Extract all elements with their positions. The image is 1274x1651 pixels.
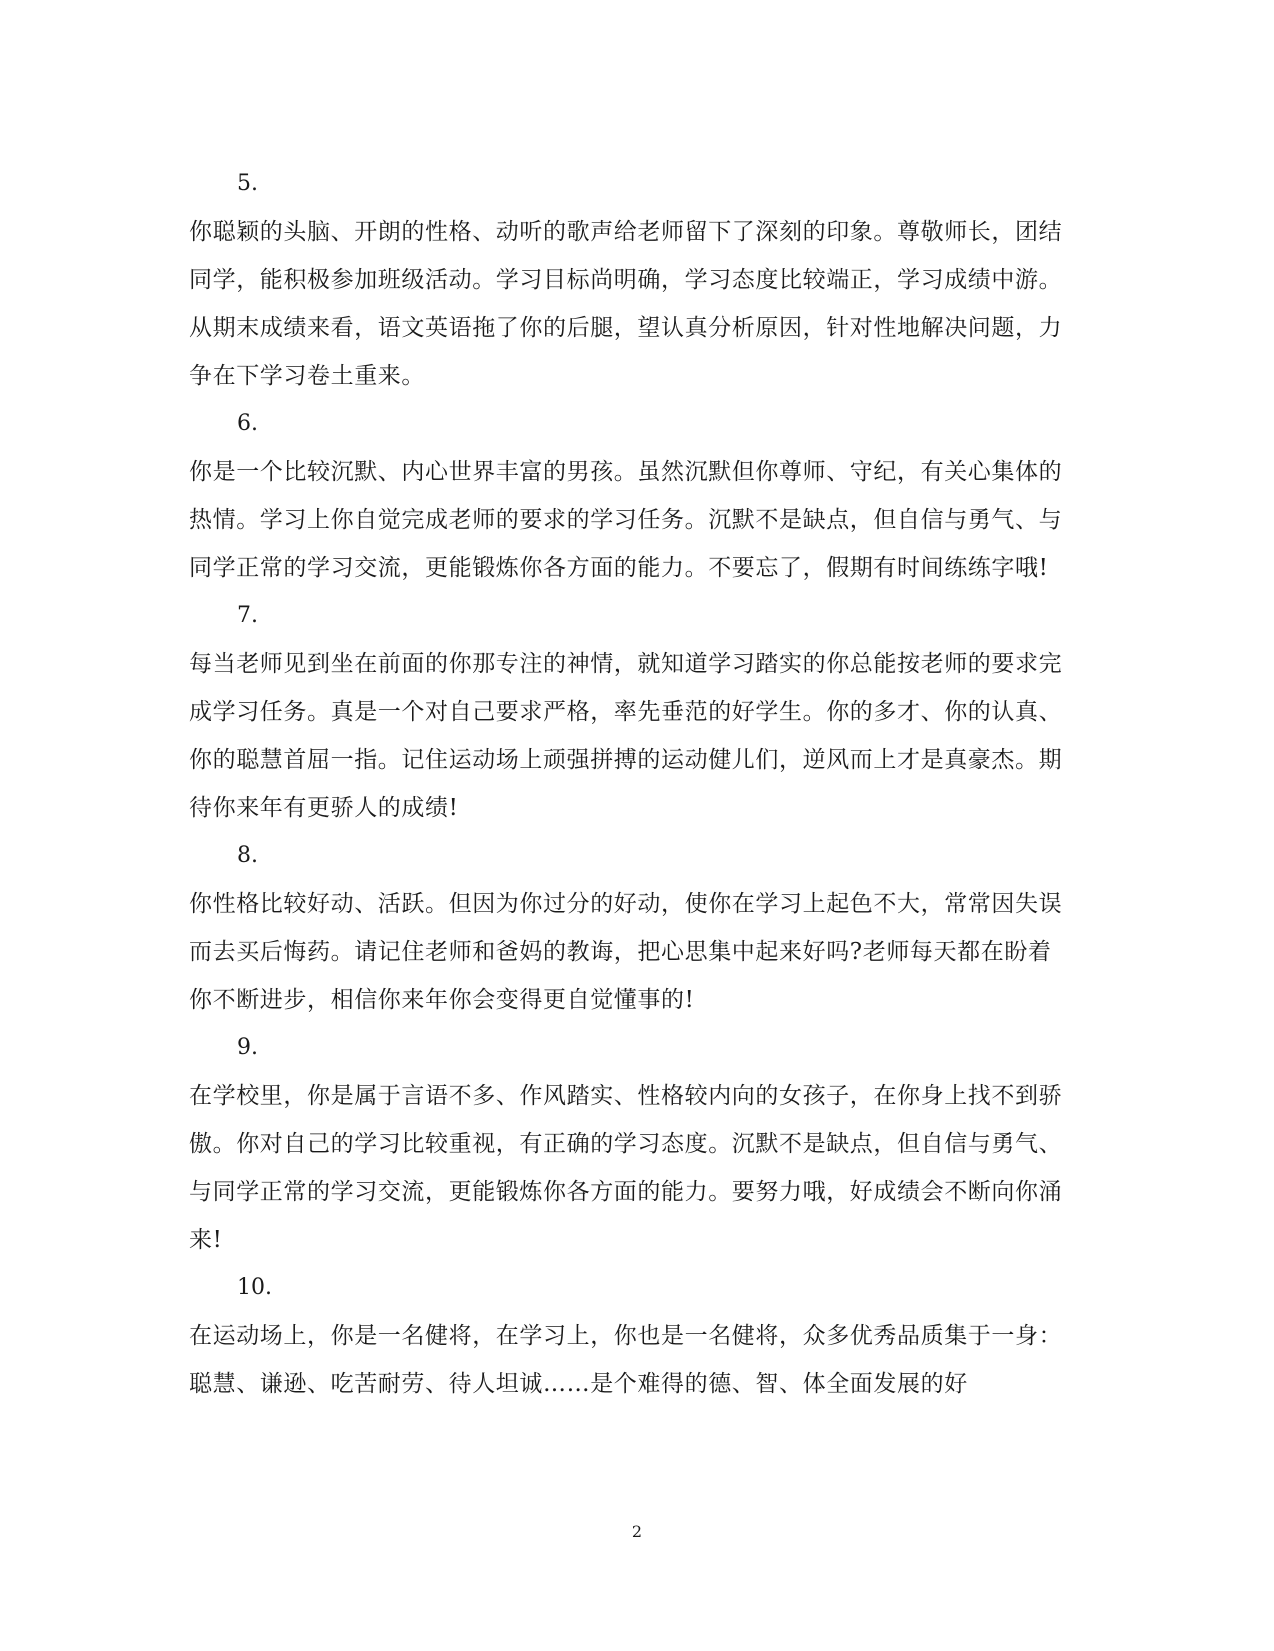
entry-paragraph: 你聪颖的头脑、开朗的性格、动听的歌声给老师留下了深刻的印象。尊敬师长，团结同学，能积极参加班级活动。学习目标尚明确，学习态度比较端正，学习成绩中游。从期末成绩来看，语文英语拖了你的后腿，望认真分析原因，针对性地解决问题，力争在下学习卷土重来。 [189,219,1063,389]
document-body [189,160,1069,1408]
entry-number: 10. [237,1275,272,1300]
entry-paragraph: 在运动场上，你是一名健将，在学习上，你也是一名健将，众多优秀品质集于一身：聪慧、谦逊、吃苦耐劳、待人坦诚……是个难得的德、智、体全面发展的好 [189,1323,1063,1397]
entry-paragraph: 你是一个比较沉默、内心世界丰富的男孩。虽然沉默但你尊师、守纪，有关心集体的热情。学习上你自觉完成老师的要求的学习任务。沉默不是缺点，但自信与勇气、与同学正常的学习交流，更能锻炼你各方面的能力。不要忘了，假期有时间练练字哦! [189,459,1063,581]
entry-number: 7. [237,603,258,628]
page-number: 2 [631,1522,643,1541]
entry-paragraph: 在学校里，你是属于言语不多、作风踏实、性格较内向的女孩子，在你身上找不到骄傲。你对自己的学习比较重视，有正确的学习态度。沉默不是缺点，但自信与勇气、与同学正常的学习交流，更能锻炼你各方面的能力。要努力哦，好成绩会不断向你涌来! [189,1083,1063,1253]
entry-number: 5. [237,171,258,196]
entry-number: 8. [237,843,258,868]
entry-number: 9. [237,1035,258,1060]
entry-paragraph: 每当老师见到坐在前面的你那专注的神情，就知道学习踏实的你总能按老师的要求完成学习任务。真是一个对自己要求严格，率先垂范的好学生。你的多才、你的认真、你的聪慧首屈一指。记住运动场上顽强拼搏的运动健儿们，逆风而上才是真豪杰。期待你来年有更骄人的成绩! [189,651,1063,821]
entry-paragraph: 你性格比较好动、活跃。但因为你过分的好动，使你在学习上起色不大，常常因失误而去买后悔药。请记住老师和爸妈的教诲，把心思集中起来好吗?老师每天都在盼着你不断进步，相信你来年你会变得更自觉懂事的! [189,891,1063,1013]
entry-number: 6. [237,411,258,436]
